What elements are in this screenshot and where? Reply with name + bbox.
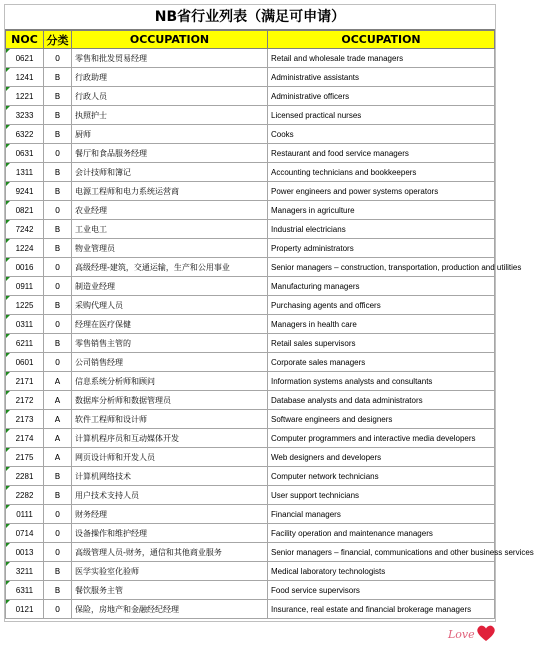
- table-row: [6, 258, 495, 277]
- occupation-en-cell: Medical laboratory technologists: [268, 562, 495, 581]
- occupation-en-cell: Information systems analysts and consultants: [268, 372, 495, 391]
- class-cell: B: [44, 562, 72, 581]
- occupation-zh-cell: 高级管理人员-财务，通信和其他商业服务: [72, 543, 268, 562]
- noc-cell: 1225: [6, 296, 44, 315]
- occupation-en-cell: Database analysts and data administrators: [268, 391, 495, 410]
- occupation-zh-cell: 制造业经理: [72, 277, 268, 296]
- class-cell: B: [44, 467, 72, 486]
- occupation-zh-cell: 用户技术支持人员: [72, 486, 268, 505]
- class-cell: 0: [44, 144, 72, 163]
- class-cell: 0: [44, 49, 72, 68]
- table-row: [6, 277, 495, 296]
- love-text: Love: [448, 628, 475, 641]
- table-row: [6, 562, 495, 581]
- table-row: [6, 182, 495, 201]
- noc-cell: 6211: [6, 334, 44, 353]
- table-row: [6, 391, 495, 410]
- class-cell: 0: [44, 258, 72, 277]
- occupation-en-cell: Computer network technicians: [268, 467, 495, 486]
- noc-cell: 2173: [6, 410, 44, 429]
- occupation-en-cell: Corporate sales managers: [268, 353, 495, 372]
- table-row: [6, 543, 495, 562]
- class-cell: B: [44, 239, 72, 258]
- table-row: [6, 296, 495, 315]
- occupation-en-cell: Purchasing agents and officers: [268, 296, 495, 315]
- occupation-zh-cell: 电源工程师和电力系统运营商: [72, 182, 268, 201]
- occupation-zh-cell: 高级经理-建筑，交通运输，生产和公用事业: [72, 258, 268, 277]
- table-row: [6, 581, 495, 600]
- occupation-zh-cell: 农业经理: [72, 201, 268, 220]
- class-cell: 0: [44, 524, 72, 543]
- occupation-zh-cell: 行政人员: [72, 87, 268, 106]
- occupation-zh-cell: 保险，房地产和金融经纪经理: [72, 600, 268, 619]
- occupation-zh-cell: 会计技师和簿记: [72, 163, 268, 182]
- class-cell: B: [44, 163, 72, 182]
- occupation-en-cell: Food service supervisors: [268, 581, 495, 600]
- spreadsheet: [4, 4, 534, 622]
- class-cell: 0: [44, 315, 72, 334]
- noc-cell: 2282: [6, 486, 44, 505]
- noc-cell: 0013: [6, 543, 44, 562]
- table-row: [6, 429, 495, 448]
- occupation-en-cell: Administrative officers: [268, 87, 495, 106]
- class-cell: A: [44, 429, 72, 448]
- table-row: [6, 315, 495, 334]
- occupation-table: [5, 30, 534, 619]
- class-cell: 0: [44, 201, 72, 220]
- table-row: [6, 220, 495, 239]
- noc-cell: 0111: [6, 505, 44, 524]
- occupation-zh-cell: 餐饮服务主管: [72, 581, 268, 600]
- header-noc: NOC: [6, 31, 44, 49]
- occupation-zh-cell: 数据库分析师和数据管理员: [72, 391, 268, 410]
- occupation-zh-cell: 采购代理人员: [72, 296, 268, 315]
- table-row: [6, 524, 495, 543]
- occupation-en-cell: Administrative assistants: [268, 68, 495, 87]
- table-row: [6, 144, 495, 163]
- noc-cell: 6322: [6, 125, 44, 144]
- noc-cell: 0631: [6, 144, 44, 163]
- noc-cell: 6311: [6, 581, 44, 600]
- table-row: [6, 353, 495, 372]
- class-cell: B: [44, 68, 72, 87]
- table-row: [6, 201, 495, 220]
- occupation-zh-cell: 执照护士: [72, 106, 268, 125]
- table-row: [6, 334, 495, 353]
- occupation-zh-cell: 零售和批发贸易经理: [72, 49, 268, 68]
- noc-cell: 3211: [6, 562, 44, 581]
- occupation-en-cell: Financial managers: [268, 505, 495, 524]
- occupation-zh-cell: 餐厅和食品服务经理: [72, 144, 268, 163]
- occupation-en-cell: Manufacturing managers: [268, 277, 495, 296]
- occupation-en-cell: Cooks: [268, 125, 495, 144]
- occupation-en-cell: User support technicians: [268, 486, 495, 505]
- noc-cell: 0311: [6, 315, 44, 334]
- class-cell: B: [44, 182, 72, 201]
- noc-cell: 1241: [6, 68, 44, 87]
- table-row: [6, 239, 495, 258]
- table-row: [6, 467, 495, 486]
- table-row: [6, 49, 495, 68]
- occupation-zh-cell: 设备操作和维护经理: [72, 524, 268, 543]
- class-cell: A: [44, 410, 72, 429]
- occupation-zh-cell: 零售销售主管的: [72, 334, 268, 353]
- class-cell: 0: [44, 600, 72, 619]
- table-row: [6, 87, 495, 106]
- noc-cell: 2171: [6, 372, 44, 391]
- occupation-zh-cell: 经理在医疗保健: [72, 315, 268, 334]
- occupation-en-cell: Computer programmers and interactive media developers: [268, 429, 495, 448]
- table-row: [6, 505, 495, 524]
- occupation-zh-cell: 计算机网络技术: [72, 467, 268, 486]
- noc-cell: 2175: [6, 448, 44, 467]
- occupation-zh-cell: 厨师: [72, 125, 268, 144]
- table-row: [6, 125, 495, 144]
- table-row: [6, 600, 495, 619]
- occupation-en-cell: Facility operation and maintenance managers: [268, 524, 495, 543]
- table-row: [6, 68, 495, 87]
- table-row: [6, 163, 495, 182]
- occupation-en-cell: Insurance, real estate and financial brokerage managers: [268, 600, 495, 619]
- class-cell: 0: [44, 505, 72, 524]
- noc-cell: 1224: [6, 239, 44, 258]
- occupation-en-cell: Retail and wholesale trade managers: [268, 49, 495, 68]
- class-cell: A: [44, 372, 72, 391]
- table-row: [6, 106, 495, 125]
- noc-cell: 0621: [6, 49, 44, 68]
- occupation-en-cell: Retail sales supervisors: [268, 334, 495, 353]
- class-cell: 0: [44, 353, 72, 372]
- noc-cell: 2174: [6, 429, 44, 448]
- noc-cell: 0911: [6, 277, 44, 296]
- class-cell: B: [44, 220, 72, 239]
- table-row: [6, 486, 495, 505]
- table-row: [6, 448, 495, 467]
- noc-cell: 0601: [6, 353, 44, 372]
- class-cell: A: [44, 448, 72, 467]
- class-cell: B: [44, 296, 72, 315]
- header-occupation-zh: OCCUPATION: [72, 31, 268, 49]
- occupation-zh-cell: 行政助理: [72, 68, 268, 87]
- occupation-zh-cell: 财务经理: [72, 505, 268, 524]
- occupation-zh-cell: 软件工程师和设计师: [72, 410, 268, 429]
- class-cell: 0: [44, 277, 72, 296]
- occupation-en-cell: Web designers and developers: [268, 448, 495, 467]
- occupation-en-cell: Software engineers and designers: [268, 410, 495, 429]
- occupation-en-cell: Industrial electricians: [268, 220, 495, 239]
- occupation-en-cell: Accounting technicians and bookkeepers: [268, 163, 495, 182]
- occupation-zh-cell: 网页设计师和开发人员: [72, 448, 268, 467]
- class-cell: B: [44, 581, 72, 600]
- occupation-en-cell: Restaurant and food service managers: [268, 144, 495, 163]
- noc-cell: 0714: [6, 524, 44, 543]
- occupation-en-cell: Senior managers – financial, communications and other business services: [268, 543, 495, 562]
- noc-cell: 9241: [6, 182, 44, 201]
- occupation-zh-cell: 医学实验室化验师: [72, 562, 268, 581]
- occupation-zh-cell: 公司销售经理: [72, 353, 268, 372]
- header-occupation-en: OCCUPATION: [268, 31, 495, 49]
- class-cell: A: [44, 391, 72, 410]
- noc-cell: 0016: [6, 258, 44, 277]
- class-cell: B: [44, 125, 72, 144]
- occupation-zh-cell: 工业电工: [72, 220, 268, 239]
- occupation-zh-cell: 信息系统分析师和顾问: [72, 372, 268, 391]
- noc-cell: 2281: [6, 467, 44, 486]
- occupation-en-cell: Property administrators: [268, 239, 495, 258]
- heart-icon: [476, 624, 496, 642]
- occupation-en-cell: Managers in agriculture: [268, 201, 495, 220]
- header-row: [6, 31, 495, 49]
- class-cell: B: [44, 334, 72, 353]
- table-row: [6, 372, 495, 391]
- noc-cell: 1311: [6, 163, 44, 182]
- class-cell: B: [44, 87, 72, 106]
- sheet-title: NB省行业列表（满足可申请）: [5, 5, 495, 30]
- occupation-en-cell: Licensed practical nurses: [268, 106, 495, 125]
- header-class: 分类: [44, 31, 72, 49]
- occupation-en-cell: Power engineers and power systems operators: [268, 182, 495, 201]
- class-cell: 0: [44, 543, 72, 562]
- noc-cell: 1221: [6, 87, 44, 106]
- occupation-zh-cell: 计算机程序员和互动媒体开发: [72, 429, 268, 448]
- table-row: [6, 410, 495, 429]
- love-watermark: [448, 624, 498, 644]
- class-cell: B: [44, 106, 72, 125]
- noc-cell: 7242: [6, 220, 44, 239]
- noc-cell: 0821: [6, 201, 44, 220]
- noc-cell: 0121: [6, 600, 44, 619]
- class-cell: B: [44, 486, 72, 505]
- occupation-en-cell: Managers in health care: [268, 315, 495, 334]
- occupation-zh-cell: 物业管理员: [72, 239, 268, 258]
- occupation-en-cell: Senior managers – construction, transportation, production and utilities: [268, 258, 495, 277]
- noc-cell: 3233: [6, 106, 44, 125]
- noc-cell: 2172: [6, 391, 44, 410]
